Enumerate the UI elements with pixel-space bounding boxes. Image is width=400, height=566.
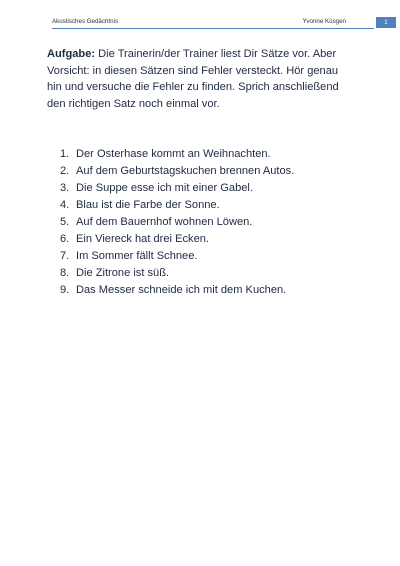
list-item-number: 6. [60,233,70,245]
task-paragraph [47,46,347,112]
list-item-text: Die Zitrone ist süß. [76,267,170,279]
list-item-number: 1. [60,148,70,160]
task-text: Die Trainerin/der Trainer liest Dir Sätze vor. Aber Vorsicht: in diesen Sätzen sind Fehler versteckt. Hör genau hin und versuche die Fehler zu finden. Sprich anschließend den richtigen Satz noch einmal vor. [47,48,339,110]
list-item-text: Der Osterhase kommt an Weihnachten. [76,148,271,160]
list-item [60,231,360,248]
sentence-list [60,146,360,299]
list-item-text: Blau ist die Farbe der Sonne. [76,199,220,211]
header-title: Akustisches Gedächtnis [52,18,119,25]
list-item [60,282,360,299]
list-item [60,197,360,214]
list-item-text: Im Sommer fällt Schnee. [76,250,198,262]
list-item [60,214,360,231]
list-item-number: 9. [60,284,70,296]
list-item-number: 7. [60,250,70,262]
list-item-number: 3. [60,182,70,194]
list-item-text: Das Messer schneide ich mit dem Kuchen. [76,284,287,296]
list-item [60,248,360,265]
header-divider [52,28,374,29]
list-item-number: 2. [60,165,70,177]
list-item [60,180,360,197]
header-author: Yvonne Küsgen [302,18,346,25]
list-item-text: Ein Viereck hat drei Ecken. [76,233,209,245]
list-item-number: 4. [60,199,70,211]
task-label: Aufgabe: [47,48,96,60]
list-item [60,146,360,163]
page-number-badge: 1 [376,17,396,28]
list-item-text: Auf dem Bauernhof wohnen Löwen. [76,216,253,228]
list-item [60,265,360,282]
list-item [60,163,360,180]
list-item-text: Die Suppe esse ich mit einer Gabel. [76,182,253,194]
list-item-number: 8. [60,267,70,279]
list-item-text: Auf dem Geburtstagskuchen brennen Autos. [76,165,295,177]
page-header [52,17,388,31]
list-item-number: 5. [60,216,70,228]
